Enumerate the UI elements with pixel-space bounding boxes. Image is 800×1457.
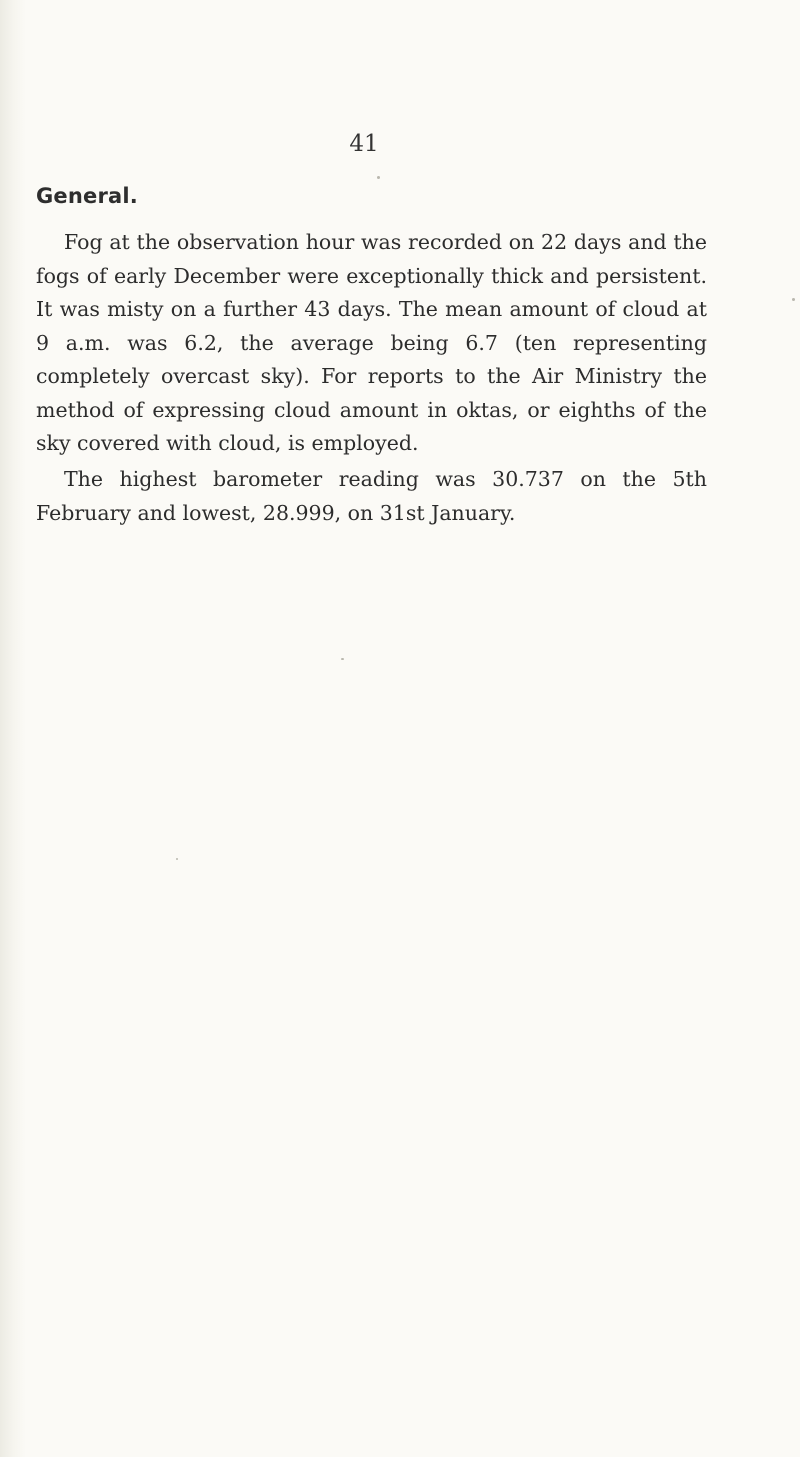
section-heading: General.	[36, 184, 138, 208]
paragraph-barometer: The highest barometer reading was 30.737 on the 5th February and lowest, 28.999, on 31st January.	[36, 467, 707, 525]
paper-speck	[792, 298, 795, 301]
paper-speck	[341, 658, 344, 660]
page-number: 41	[349, 131, 379, 157]
paper-speck	[377, 176, 380, 179]
paper-speck	[176, 858, 178, 860]
paragraph-fog-cloud: Fog at the observation hour was recorded on 22 days and the fogs of early December were exceptionally thick and persistent. It was misty on a further 43 days. The mean amount of cloud at 9 a.m. was 6.2, the average being 6.7 (ten representing completely overcast sky). For reports to the Air Ministry the method of expressing cloud amount in oktas, or eighths of the sky covered with cloud, is employed.	[36, 230, 707, 455]
